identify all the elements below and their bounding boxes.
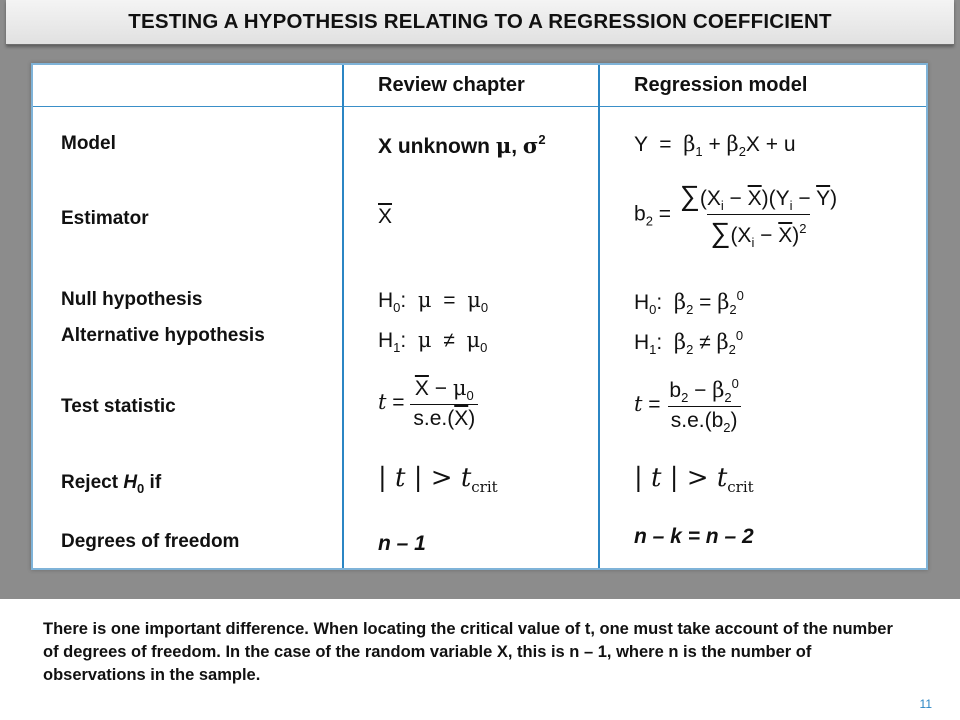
header-divider — [33, 106, 926, 107]
regression-alt-hypothesis: $H_1$: $\beta_2 \ne \beta_2^0$ — [634, 328, 744, 357]
review-alt-hypothesis: $H_1$: $\mu \ne \mu_0$ — [378, 328, 488, 355]
header-review-chapter: Review chapter — [378, 74, 525, 96]
header-regression-model: Regression model — [634, 74, 808, 96]
regression-model: $Y = \beta_1 + \beta_2X + u$ — [634, 132, 796, 159]
review-test-statistic: t = $\frac{\overline{X} - \mu_0}{s.e.(\overline{X})}$ — [378, 376, 478, 431]
regression-test-statistic: t = $\frac{b_2 - \beta_2^0}{s.e.(b_2)}$ — [634, 376, 739, 435]
label-estimator: Estimator — [61, 208, 149, 229]
label-reject-h0: Reject $H_0$ if — [61, 472, 162, 496]
review-estimator: $\overline{X}$ — [378, 205, 393, 228]
label-test-statistic: Test statistic — [61, 396, 176, 417]
label-alternative-hypothesis: Alternative hypothesis — [61, 325, 265, 346]
column-divider-2 — [598, 65, 600, 568]
column-divider-1 — [342, 65, 344, 568]
review-dof: n – 1 — [378, 532, 426, 555]
review-null-hypothesis: $H_0$: $\mu = \mu_0$ — [378, 288, 489, 315]
review-reject-rule: | t | > $t_{crit}$ — [378, 463, 498, 496]
label-model: Model — [61, 133, 116, 154]
regression-null-hypothesis: $H_0$: $\beta_2 = \beta_2^0$ — [634, 288, 744, 317]
page-number: 11 — [919, 697, 932, 711]
review-model-text: X unknown — [378, 135, 490, 158]
label-degrees-of-freedom: Degrees of freedom — [61, 531, 240, 552]
regression-reject-rule: | t | > $t_{crit}$ — [634, 463, 754, 496]
regression-estimator: $b_2$ = $\frac{\sum(X_i - \overline{X})(Y_i - \overline{Y})}{\sum(X_i - \overline{X})^2}$ — [634, 180, 838, 250]
title-bar — [6, 0, 954, 45]
footer-caption — [0, 599, 960, 720]
review-model: X unknown μ, $\sigma^2$ — [378, 132, 546, 158]
label-null-hypothesis: Null hypothesis — [61, 289, 203, 310]
slide-title: TESTING A HYPOTHESIS RELATING TO A REGRESSION COEFFICIENT — [128, 10, 832, 33]
regression-dof: n – k = n – 2 — [634, 525, 754, 548]
comparison-table — [31, 63, 928, 570]
footer-text: There is one important difference. When locating the critical value of t, one must take account of the number of degrees of freedom. In the case of the random variable X, this is n – 1, where n is the number of observations in the sample. — [43, 620, 893, 684]
